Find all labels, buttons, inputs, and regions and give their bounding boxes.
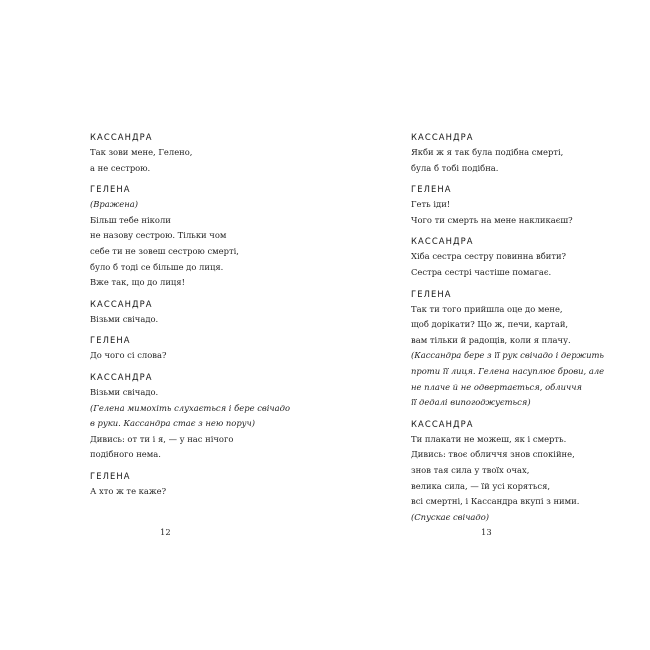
dialogue-line: Так зови мене, Гелено,	[90, 147, 193, 157]
stage-direction-line: (Кассандра бере з її рук свічадо і держить	[411, 350, 604, 361]
dialogue-line: знов тая сила у твоїх очах,	[411, 464, 530, 475]
dialogue-line: Ти плакати не можеш, як і смерть.	[411, 433, 567, 444]
speaker-name: КАССАНДРА	[411, 236, 474, 247]
dialogue-line: а не сестрою.	[90, 162, 151, 173]
speaker-name: ГЕЛЕНА	[90, 470, 131, 481]
speaker-name: ГЕЛЕНА	[411, 184, 452, 195]
stage-direction-line: (Гелена мимохіть слухається і бере свічадо	[90, 402, 290, 413]
dialogue-line: було б тоді се більше до лиця.	[90, 261, 224, 272]
right-page-number: 13	[481, 527, 492, 537]
dialogue-line: Геть іди!	[411, 199, 451, 210]
dialogue-line: подібного нема.	[90, 449, 161, 460]
speaker-name: КАССАНДРА	[411, 132, 474, 142]
speaker-name: ГЕЛЕНА	[411, 288, 452, 299]
left-page-text	[90, 132, 290, 500]
stage-direction-line: не плаче й не одвертається, обличчя	[411, 381, 582, 392]
dialogue-line: Дивись: от ти і я, — у нас нічого	[90, 433, 234, 444]
dialogue-line: Якби ж я так була подібна смерті,	[411, 147, 564, 157]
dialogue-line: Дивись: твоє обличчя знов спокійне,	[411, 449, 575, 460]
stage-direction-line: в руки. Кассандра стає з нею поруч)	[90, 418, 256, 429]
dialogue-line: Візьми свічадо.	[90, 386, 159, 397]
speaker-name: ГЕЛЕНА	[90, 335, 131, 346]
speaker-name: КАССАНДРА	[90, 132, 153, 142]
dialogue-line: вам тільки й радощів, коли я плачу.	[411, 334, 571, 345]
stage-direction-line: її дедалі випогоджується)	[411, 397, 531, 408]
speaker-name: КАССАНДРА	[90, 298, 153, 309]
dialogue-line: себе ти не зовеш сестрою смерті,	[90, 245, 239, 256]
dialogue-line: Візьми свічадо.	[90, 313, 159, 324]
stage-direction-line: (Спускає свічадо)	[411, 511, 490, 522]
dialogue-line: всі смертні, і Кассандра вкупі з ними.	[411, 496, 580, 507]
dialogue-line: До чого сі слова?	[90, 350, 167, 361]
dialogue-line: щоб дорікати? Що ж, печи, картай,	[411, 319, 569, 330]
speaker-name: КАССАНДРА	[411, 418, 474, 429]
dialogue-line: Сестра сестрі частіше помагає.	[411, 266, 552, 277]
dialogue-line: Більш тебе ніколи	[90, 214, 171, 225]
dialogue-line: Так ти того прийшла оце до мене,	[411, 303, 563, 314]
stage-direction-line: проти її лиця. Гелена насуплює брови, але	[411, 365, 605, 376]
left-page-number: 12	[160, 527, 171, 537]
stage-direction-line: (Вражена)	[90, 199, 139, 210]
right-page-text	[411, 132, 611, 525]
dialogue-line: не назову сестрою. Тільки чом	[90, 230, 227, 241]
dialogue-line: велика сила, — їй усі коряться,	[411, 480, 551, 491]
speaker-name: КАССАНДРА	[90, 371, 153, 382]
dialogue-line: Вже так, що до лиця!	[90, 277, 185, 288]
speaker-name: ГЕЛЕНА	[90, 184, 131, 195]
dialogue-line: була б тобі подібна.	[411, 162, 499, 173]
dialogue-line: Хіба сестра сестру повинна вбити?	[411, 251, 567, 262]
dialogue-line: А хто ж те каже?	[90, 485, 167, 496]
dialogue-line: Чого ти смерть на мене накликаєш?	[411, 214, 573, 225]
